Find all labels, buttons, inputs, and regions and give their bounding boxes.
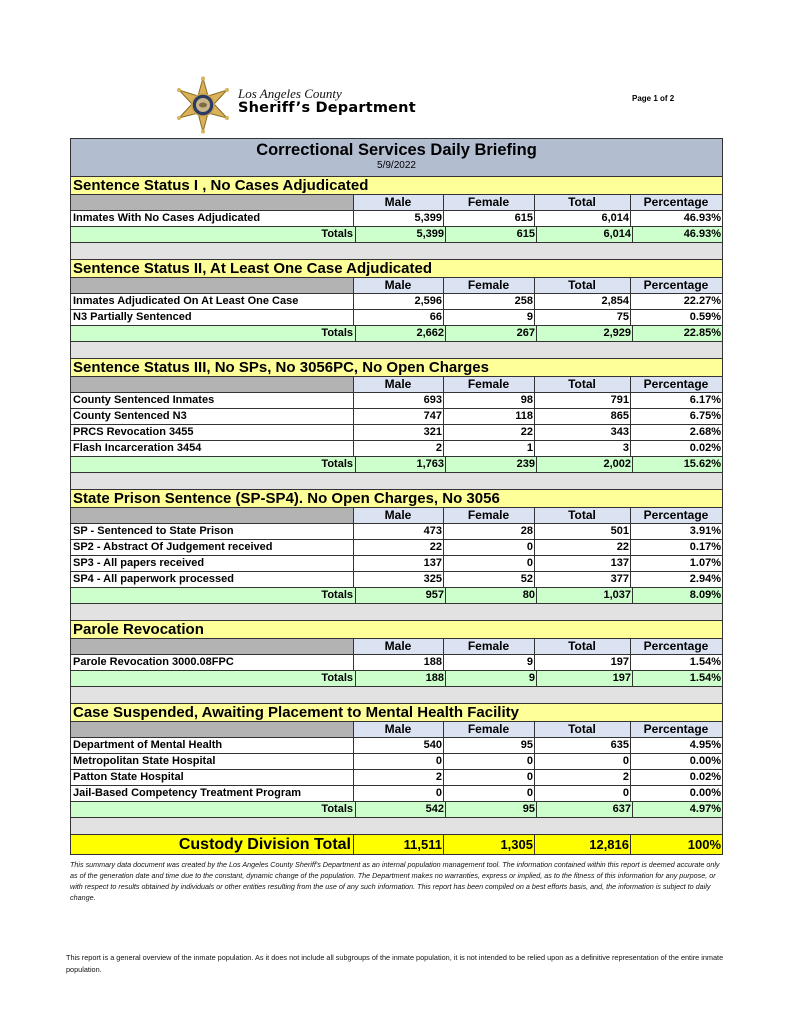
percentage-value: 22.27% — [683, 295, 721, 307]
table-row — [71, 655, 722, 671]
female-value: 1 — [444, 441, 535, 456]
row-label: Parole Revocation 3000.08FPC — [71, 655, 354, 670]
total-value: 6,014 — [535, 211, 631, 226]
column-header-label — [71, 278, 354, 293]
male-value: 540 — [354, 738, 444, 753]
total-total: 2,002 — [537, 457, 633, 472]
male-total: 957 — [356, 588, 446, 603]
percentage-value: 1.54% — [689, 656, 721, 668]
logo-department-text: Sheriff’s Department — [238, 100, 416, 116]
column-header-total: Total — [535, 639, 631, 654]
section-header: Sentence Status I , No Cases Adjudicated — [71, 177, 722, 195]
female-total: 615 — [446, 227, 537, 242]
table-row — [71, 754, 722, 770]
percentage-total: 4.97% — [689, 803, 721, 815]
totals-label: Totals — [71, 671, 356, 686]
percentage-value: 46.93% — [683, 212, 721, 224]
section-spacer — [71, 473, 722, 490]
section-header: Case Suspended, Awaiting Placement to Mental Health Facility — [71, 704, 722, 722]
totals-row — [71, 671, 722, 687]
male-value: 66 — [354, 310, 444, 325]
female-value: 615 — [444, 211, 535, 226]
totals-row — [71, 227, 722, 243]
total-value: 377 — [535, 572, 631, 587]
row-label: County Sentenced N3 — [71, 409, 354, 424]
percentage-value: 0.02% — [689, 771, 721, 783]
percentage-value: 0.00% — [689, 755, 721, 767]
female-value: 9 — [444, 655, 535, 670]
female-value: 0 — [444, 786, 535, 801]
totals-label: Totals — [71, 457, 356, 472]
male-total: 5,399 — [356, 227, 446, 242]
male-value: 325 — [354, 572, 444, 587]
male-value: 2,596 — [354, 294, 444, 309]
female-total: 80 — [446, 588, 537, 603]
row-label: Inmates Adjudicated On At Least One Case — [71, 294, 354, 309]
female-value: 98 — [444, 393, 535, 408]
table-row — [71, 524, 722, 540]
row-label: SP4 - All paperwork processed — [71, 572, 354, 587]
grand-total-label: Custody Division Total — [71, 835, 354, 854]
total-total: 637 — [537, 802, 633, 817]
percentage-value: 3.91% — [689, 525, 721, 537]
column-header-percentage: Percentage — [643, 278, 709, 292]
female-value: 0 — [444, 754, 535, 769]
female-value: 0 — [444, 770, 535, 785]
column-header-row — [71, 722, 722, 738]
male-value: 747 — [354, 409, 444, 424]
grand-total-percentage: 100% — [687, 837, 721, 852]
section-header: State Prison Sentence (SP-SP4). No Open Charges, No 3056 — [71, 490, 722, 508]
male-value: 5,399 — [354, 211, 444, 226]
total-value: 2,854 — [535, 294, 631, 309]
column-header-male: Male — [354, 508, 444, 523]
female-value: 118 — [444, 409, 535, 424]
row-label: Jail-Based Competency Treatment Program — [71, 786, 354, 801]
row-label: Department of Mental Health — [71, 738, 354, 753]
column-header-total: Total — [535, 722, 631, 737]
column-header-female: Female — [444, 278, 535, 293]
male-total: 542 — [356, 802, 446, 817]
column-header-total: Total — [535, 508, 631, 523]
male-value: 473 — [354, 524, 444, 539]
footnote-text: This report is a general overview of the inmate population. As it does not include all subgroups of the inmate population, it is not intended to be relied upon as a definitive representation of the entire inmate population. — [66, 953, 724, 974]
percentage-value: 0.02% — [689, 442, 721, 454]
column-header-male: Male — [354, 278, 444, 293]
percentage-value: 2.94% — [689, 573, 721, 585]
table-row — [71, 738, 722, 754]
custody-division-total-row — [71, 835, 722, 855]
table-row — [71, 211, 722, 227]
percentage-total: 8.09% — [689, 589, 721, 601]
female-value: 52 — [444, 572, 535, 587]
male-value: 137 — [354, 556, 444, 571]
male-value: 2 — [354, 770, 444, 785]
row-label: Patton State Hospital — [71, 770, 354, 785]
row-label: Inmates With No Cases Adjudicated — [71, 211, 354, 226]
briefing-report — [70, 138, 723, 855]
total-total: 6,014 — [537, 227, 633, 242]
female-total: 267 — [446, 326, 537, 341]
row-label: SP3 - All papers received — [71, 556, 354, 571]
percentage-value: 6.17% — [689, 394, 721, 406]
column-header-male: Male — [354, 722, 444, 737]
column-header-percentage: Percentage — [643, 377, 709, 391]
totals-label: Totals — [71, 227, 356, 242]
male-value: 22 — [354, 540, 444, 555]
percentage-total: 1.54% — [689, 672, 721, 684]
table-row — [71, 425, 722, 441]
table-row — [71, 556, 722, 572]
grand-total-total: 12,816 — [535, 835, 631, 854]
row-label: Metropolitan State Hospital — [71, 754, 354, 769]
male-total: 2,662 — [356, 326, 446, 341]
section-header: Sentence Status III, No SPs, No 3056PC, No Open Charges — [71, 359, 722, 377]
sheriff-logo — [172, 76, 442, 134]
female-value: 9 — [444, 310, 535, 325]
percentage-value: 2.68% — [689, 426, 721, 438]
female-value: 0 — [444, 556, 535, 571]
totals-row — [71, 588, 722, 604]
column-header-female: Female — [444, 639, 535, 654]
report-title: Correctional Services Daily Briefing — [256, 141, 537, 159]
row-label: Flash Incarceration 3454 — [71, 441, 354, 456]
column-header-male: Male — [354, 639, 444, 654]
report-title-block — [71, 139, 722, 177]
totals-row — [71, 802, 722, 818]
percentage-value: 4.95% — [689, 739, 721, 751]
column-header-male: Male — [354, 195, 444, 210]
grand-total-female: 1,305 — [444, 835, 535, 854]
column-header-percentage: Percentage — [643, 195, 709, 209]
total-value: 3 — [535, 441, 631, 456]
female-total: 9 — [446, 671, 537, 686]
total-value: 75 — [535, 310, 631, 325]
total-value: 0 — [535, 786, 631, 801]
column-header-female: Female — [444, 195, 535, 210]
percentage-total: 15.62% — [683, 458, 721, 470]
male-value: 188 — [354, 655, 444, 670]
percentage-value: 0.00% — [689, 787, 721, 799]
column-header-label — [71, 639, 354, 654]
total-value: 343 — [535, 425, 631, 440]
table-row — [71, 310, 722, 326]
column-header-female: Female — [444, 722, 535, 737]
table-row — [71, 786, 722, 802]
percentage-value: 6.75% — [689, 410, 721, 422]
total-value: 865 — [535, 409, 631, 424]
row-label: N3 Partially Sentenced — [71, 310, 354, 325]
percentage-value: 1.07% — [689, 557, 721, 569]
male-value: 2 — [354, 441, 444, 456]
female-value: 0 — [444, 540, 535, 555]
row-label: PRCS Revocation 3455 — [71, 425, 354, 440]
page-indicator: Page 1 of 2 — [632, 94, 675, 103]
column-header-percentage: Percentage — [643, 508, 709, 522]
percentage-value: 0.59% — [689, 311, 721, 323]
report-date: 5/9/2022 — [377, 160, 416, 171]
total-total: 2,929 — [537, 326, 633, 341]
column-header-label — [71, 722, 354, 737]
column-header-total: Total — [535, 195, 631, 210]
table-row — [71, 393, 722, 409]
male-total: 188 — [356, 671, 446, 686]
total-total: 197 — [537, 671, 633, 686]
table-row — [71, 294, 722, 310]
total-value: 0 — [535, 754, 631, 769]
table-row — [71, 770, 722, 786]
column-header-percentage: Percentage — [643, 722, 709, 736]
table-row — [71, 409, 722, 425]
female-value: 22 — [444, 425, 535, 440]
column-header-total: Total — [535, 278, 631, 293]
total-value: 197 — [535, 655, 631, 670]
female-value: 95 — [444, 738, 535, 753]
column-header-label — [71, 508, 354, 523]
column-header-label — [71, 377, 354, 392]
disclaimer-text: This summary data document was created by the Los Angeles County Sheriff's Department as an internal population management tool. The information contained within this report is deemed accurate only as of the generation date and time due to the constant, dynamic change of the population. The Department makes no warranties, express or implied, as to the fitness of this information for any purpose, or with respect to results obtained by individuals or other entities resulting from the use of any such information. This report has been compiled on a best efforts basis, and, the information is subject to daily change. — [70, 860, 720, 902]
totals-label: Totals — [71, 588, 356, 603]
table-row — [71, 441, 722, 457]
section-spacer — [71, 818, 722, 835]
column-header-female: Female — [444, 377, 535, 392]
column-header-row — [71, 195, 722, 211]
percentage-total: 46.93% — [683, 228, 721, 240]
totals-label: Totals — [71, 326, 356, 341]
row-label: County Sentenced Inmates — [71, 393, 354, 408]
total-total: 1,037 — [537, 588, 633, 603]
male-value: 321 — [354, 425, 444, 440]
total-value: 501 — [535, 524, 631, 539]
row-label: SP - Sentenced to State Prison — [71, 524, 354, 539]
column-header-total: Total — [535, 377, 631, 392]
totals-row — [71, 326, 722, 342]
grand-total-male: 11,511 — [354, 835, 444, 854]
section-spacer — [71, 342, 722, 359]
total-value: 22 — [535, 540, 631, 555]
table-row — [71, 540, 722, 556]
column-header-row — [71, 278, 722, 294]
column-header-male: Male — [354, 377, 444, 392]
percentage-total: 22.85% — [683, 327, 721, 339]
logo-county-text: Los Angeles County — [238, 86, 342, 101]
percentage-value: 0.17% — [689, 541, 721, 553]
total-value: 791 — [535, 393, 631, 408]
female-total: 95 — [446, 802, 537, 817]
total-value: 2 — [535, 770, 631, 785]
section-header: Sentence Status II, At Least One Case Adjudicated — [71, 260, 722, 278]
column-header-percentage: Percentage — [643, 639, 709, 653]
column-header-female: Female — [444, 508, 535, 523]
column-header-row — [71, 508, 722, 524]
male-total: 1,763 — [356, 457, 446, 472]
female-total: 239 — [446, 457, 537, 472]
section-spacer — [71, 687, 722, 704]
male-value: 0 — [354, 786, 444, 801]
female-value: 258 — [444, 294, 535, 309]
total-value: 635 — [535, 738, 631, 753]
section-spacer — [71, 604, 722, 621]
total-value: 137 — [535, 556, 631, 571]
totals-row — [71, 457, 722, 473]
totals-label: Totals — [71, 802, 356, 817]
female-value: 28 — [444, 524, 535, 539]
section-header: Parole Revocation — [71, 621, 722, 639]
column-header-label — [71, 195, 354, 210]
column-header-row — [71, 377, 722, 393]
column-header-row — [71, 639, 722, 655]
male-value: 0 — [354, 754, 444, 769]
row-label: SP2 - Abstract Of Judgement received — [71, 540, 354, 555]
table-row — [71, 572, 722, 588]
male-value: 693 — [354, 393, 444, 408]
sheriff-star-badge-icon — [172, 76, 234, 134]
section-spacer — [71, 243, 722, 260]
